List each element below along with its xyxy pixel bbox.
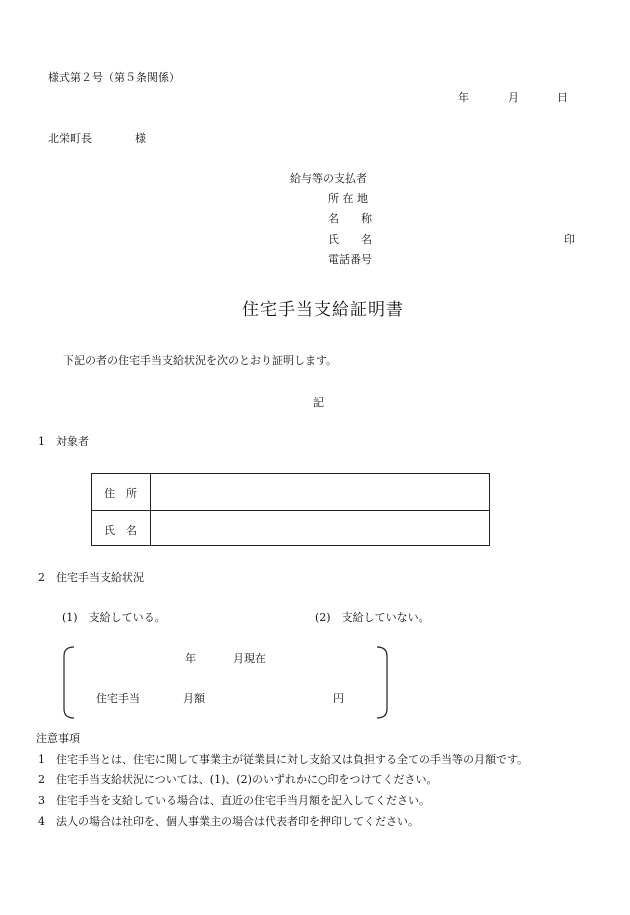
note-item: 1 住宅手当とは、住宅に関して事業主が従業員に対し支給又は負担する全ての手当等の月額です。: [38, 753, 529, 766]
yen-label: 円: [333, 692, 344, 705]
right-bracket: [375, 646, 389, 719]
as-of-month: 月現在: [233, 652, 266, 665]
name-value: [152, 511, 489, 546]
note-item: 4 法人の場合は社印を、個人事業主の場合は代表者印を押印してください。: [38, 815, 419, 828]
date-day: 日: [557, 91, 568, 104]
payer-person-label: 氏 名: [328, 233, 372, 246]
as-of-year: 年: [185, 652, 196, 665]
table-row: [92, 474, 489, 510]
payer-name-label: 名 称: [328, 212, 372, 225]
seal-mark: 印: [564, 233, 575, 246]
document-title: 住宅手当支給証明書: [242, 300, 404, 320]
form-number: 様式第２号（第５条関係）: [48, 71, 180, 84]
notes-heading: 注意事項: [36, 732, 80, 745]
intro-text: 下記の者の住宅手当支給状況を次のとおり証明します。: [63, 354, 338, 367]
date-year: 年: [458, 91, 469, 104]
section2-heading: 2 住宅手当支給状況: [38, 571, 144, 584]
addressee-honorific: 様: [135, 132, 146, 145]
payer-address-label: 所 在 地: [328, 192, 368, 205]
monthly-label: 月額: [183, 692, 205, 705]
subject-table: [91, 473, 490, 546]
note-item: 2 住宅手当支給状況については、(1)、(2)のいずれかに○印をつけてください。: [38, 773, 438, 786]
address-label: 住 所: [104, 487, 137, 500]
ki-marker: 記: [313, 396, 324, 409]
option-not-paying: (2) 支給していない。: [315, 611, 430, 624]
name-label: 氏 名: [104, 524, 137, 537]
table-label-cell: [92, 511, 151, 546]
table-row: [92, 510, 489, 546]
addressee-name: 北栄町長: [48, 132, 92, 145]
left-bracket: [62, 646, 76, 719]
section1-heading: 1 対象者: [38, 435, 89, 448]
payer-phone-label: 電話番号: [328, 253, 372, 266]
note-item: 3 住宅手当を支給している場合は、直近の住宅手当月額を記入してください。: [38, 794, 430, 807]
payer-heading: 給与等の支払者: [290, 172, 367, 185]
option-paying: (1) 支給している。: [62, 611, 166, 624]
table-label-cell: [92, 474, 151, 510]
date-month: 月: [508, 91, 519, 104]
address-value: [152, 474, 489, 510]
allowance-label: 住宅手当: [96, 692, 140, 705]
